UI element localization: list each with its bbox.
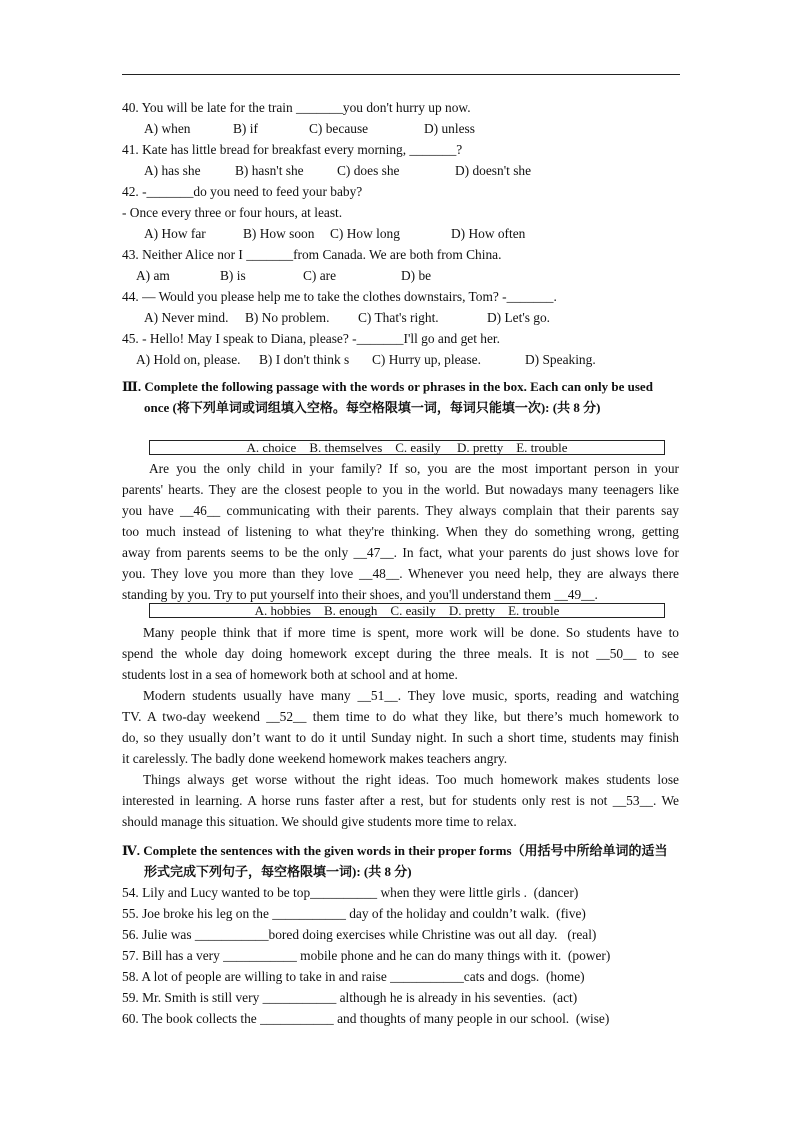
passage-line: TV. A two-day weekend __52__ them time to do what they like, but there’s much homework to (122, 709, 679, 724)
passage-line: it carelessly. The badly done weekend homework makes teachers angry. (122, 751, 508, 766)
passage-line: do, so they usually don’t want to do it until Sunday night. In such a short time, students may finish (122, 730, 679, 745)
passage-paragraph-4 (122, 769, 679, 832)
option-40-d: D) unless (424, 121, 475, 136)
option-45-d: D) Speaking. (525, 352, 596, 367)
option-44-b: B) No problem. (245, 310, 330, 325)
option-45-c: C) Hurry up, please. (372, 352, 481, 367)
option-42-b: B) How soon (243, 226, 315, 241)
word-box-1: A. choice B. themselves C. easily D. pretty E. trouble (149, 440, 665, 455)
question-43: 43. Neither Alice nor I _______from Canada. We are both from China. (122, 247, 502, 262)
section-4-heading-line-1: Ⅳ. Complete the sentences with the given words in their proper forms（用括号中所给单词的适当 (122, 843, 668, 858)
option-42-c: C) How long (330, 226, 400, 241)
option-41-a: A) has she (144, 163, 201, 178)
option-45-b: B) I don't think s (259, 352, 350, 367)
passage-line: standing by you. Try to put yourself into their shoes, and you'll understand them __49__. (122, 587, 598, 602)
option-45-a: A) Hold on, please. (136, 352, 241, 367)
option-41-b: B) hasn't she (235, 163, 304, 178)
passage-line: away from parents seems to be the only __47__. In fact, what your parents do just shows love for (122, 545, 679, 560)
option-44-a: A) Never mind. (144, 310, 229, 325)
question-42: 42. -_______do you need to feed your baby? (122, 184, 363, 199)
passage-line: Modern students usually have many __51__. They love music, sports, reading and watching (143, 688, 679, 703)
option-43-c: C) are (303, 268, 337, 283)
passage-line: Things always get worse without the right ideas. Too much homework makes students lose (143, 772, 679, 787)
question-44: 44. — Would you please help me to take the clothes downstairs, Tom? -_______. (122, 289, 557, 304)
option-40-c: C) because (309, 121, 369, 136)
passage-line: parents' hearts. They are the closest people to you in the world. But nowadays many teenagers like (122, 482, 679, 497)
question-42-answer-line: - Once every three or four hours, at least. (122, 205, 343, 220)
option-43-a: A) am (136, 268, 170, 283)
question-41: 41. Kate has little bread for breakfast every morning, _______? (122, 142, 463, 157)
passage-paragraph-2 (122, 622, 679, 685)
question-40: 40. You will be late for the train _______you don't hurry up now. (122, 100, 471, 115)
sentence-57: 57. Bill has a very ___________ mobile phone and he can do many things with it. (power) (122, 948, 611, 963)
sentence-60: 60. The book collects the ___________ and thoughts of many people in our school. (wise) (122, 1011, 610, 1026)
sentence-58: 58. A lot of people are willing to take in and raise ___________cats and dogs. (home) (122, 969, 585, 984)
option-44-d: D) Let's go. (487, 310, 551, 325)
sentence-54: 54. Lily and Lucy wanted to be top__________ when they were little girls . (dancer) (122, 885, 579, 900)
header-rule (122, 74, 680, 75)
option-44-c: C) That's right. (358, 310, 439, 325)
passage-line: Are you the only child in your family? If so, you are the most important person in your (149, 461, 679, 476)
option-42-a: A) How far (144, 226, 206, 241)
option-43-b: B) is (220, 268, 246, 283)
word-box-2: A. hobbies B. enough C. easily D. pretty E. trouble (149, 603, 665, 618)
passage-line: should manage this situation. We should give students more time to relax. (122, 814, 517, 829)
sentence-59: 59. Mr. Smith is still very ___________ although he is already in his seventies. (act) (122, 990, 578, 1005)
section-3-heading-line-2: once (将下列单词或词组填入空格。每空格限填一词，每词只能填一次): (共 8 分) (144, 400, 601, 415)
passage-line: interested in learning. A horse runs faster after a rest, but for students only rest is not __53__. We (122, 793, 679, 808)
sentence-55: 55. Joe broke his leg on the ___________ day of the holiday and couldn’t walk. (five) (122, 906, 586, 921)
passage-line: you have __46__ communicating with their parents. They always complain that their parents say (122, 503, 679, 518)
passage-line: spend the whole day doing homework except during the three meals. It is not __50__ to see (122, 646, 679, 661)
option-40-a: A) when (144, 121, 191, 136)
passage-line: students lost in a sea of homework both at school and at home. (122, 667, 458, 682)
option-41-c: C) does she (337, 163, 400, 178)
question-45: 45. - Hello! May I speak to Diana, please? -_______I'll go and get her. (122, 331, 500, 346)
option-41-d: D) doesn't she (455, 163, 532, 178)
passage-line: Many people think that if more time is spent, more work will be done. So students have to (143, 625, 679, 640)
passage-paragraph-1 (122, 458, 679, 605)
section-4-heading-line-2: 形式完成下列句子，每空格限填一词): (共 8 分) (144, 864, 412, 879)
option-42-d: D) How often (451, 226, 526, 241)
passage-line: you. They love you more than they love __48__. Whenever you need help, they are always there (122, 566, 679, 581)
option-43-d: D) be (401, 268, 432, 283)
section-3-heading-line-1: Ⅲ. Complete the following passage with the words or phrases in the box. Each can only be used (122, 379, 653, 394)
passage-paragraph-3 (122, 685, 679, 769)
passage-line: too much instead of listening to what they're thinking. When they do something wrong, getting (122, 524, 679, 539)
sentence-56: 56. Julie was ___________bored doing exercises while Christine was out all day. (real) (122, 927, 597, 942)
option-40-b: B) if (233, 121, 258, 136)
